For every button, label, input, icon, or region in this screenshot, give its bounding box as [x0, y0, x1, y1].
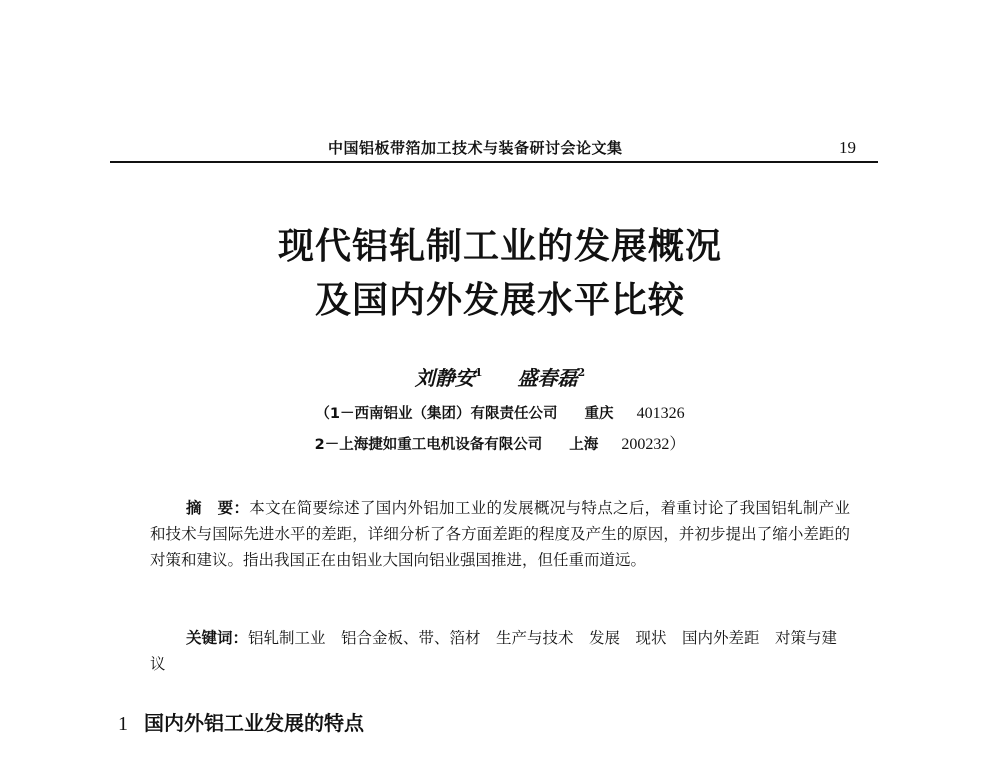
paper-title-line-1: 现代铝轧制工业的发展概况 [277, 225, 722, 267]
paper-title-line-2: 及国内外发展水平比较 [314, 279, 685, 321]
abstract-label: 摘 要： [186, 499, 250, 517]
affiliation-1 [0, 402, 1000, 423]
affiliation-org: 2－上海捷如重工电机设备有限公司 [314, 437, 543, 453]
affiliation-2 [0, 431, 1000, 454]
affiliation-city: 上海 [569, 437, 599, 453]
section-number: 1 [118, 713, 128, 735]
affiliation-org: （1－西南铝业（集团）有限责任公司 [315, 406, 558, 422]
author-name: 刘静安 [414, 366, 475, 390]
author-1 [415, 366, 483, 390]
journal-name: 中国铝板带箔加工技术与装备研讨会论文集 [328, 139, 623, 157]
keywords [150, 625, 850, 677]
author-affiliation-mark: 2 [577, 366, 586, 379]
keywords-label: 关键词： [186, 629, 249, 647]
affiliation-zip: 401326 [636, 405, 685, 422]
section-heading [118, 707, 364, 736]
affiliation-city: 重庆 [584, 406, 614, 422]
abstract-text: 本文在简要综述了国内外铝加工业的发展概况与特点之后，着重讨论了我国铝轧制产业和技术与国际先进水平的差距，详细分析了各方面差距的程度及产生的原因，并初步提出了缩小差距的对策和建议。指出我国正在由铝业大国向铝业强国推进，但任重而道远。 [150, 499, 850, 569]
abstract [150, 495, 850, 573]
page-number: 19 [839, 138, 856, 157]
author-2 [517, 366, 585, 390]
running-header [110, 135, 878, 163]
affiliation-zip: 200232） [621, 436, 686, 453]
keywords-text: 铝轧制工业 铝合金板、带、箔材 生产与技术 发展 现状 国内外差距 对策与建议 [150, 629, 838, 673]
author-affiliation-mark: 1 [474, 366, 483, 379]
section-title: 国内外铝工业发展的特点 [144, 711, 364, 735]
author-name: 盛春磊 [517, 366, 578, 390]
author-list [0, 362, 1000, 391]
